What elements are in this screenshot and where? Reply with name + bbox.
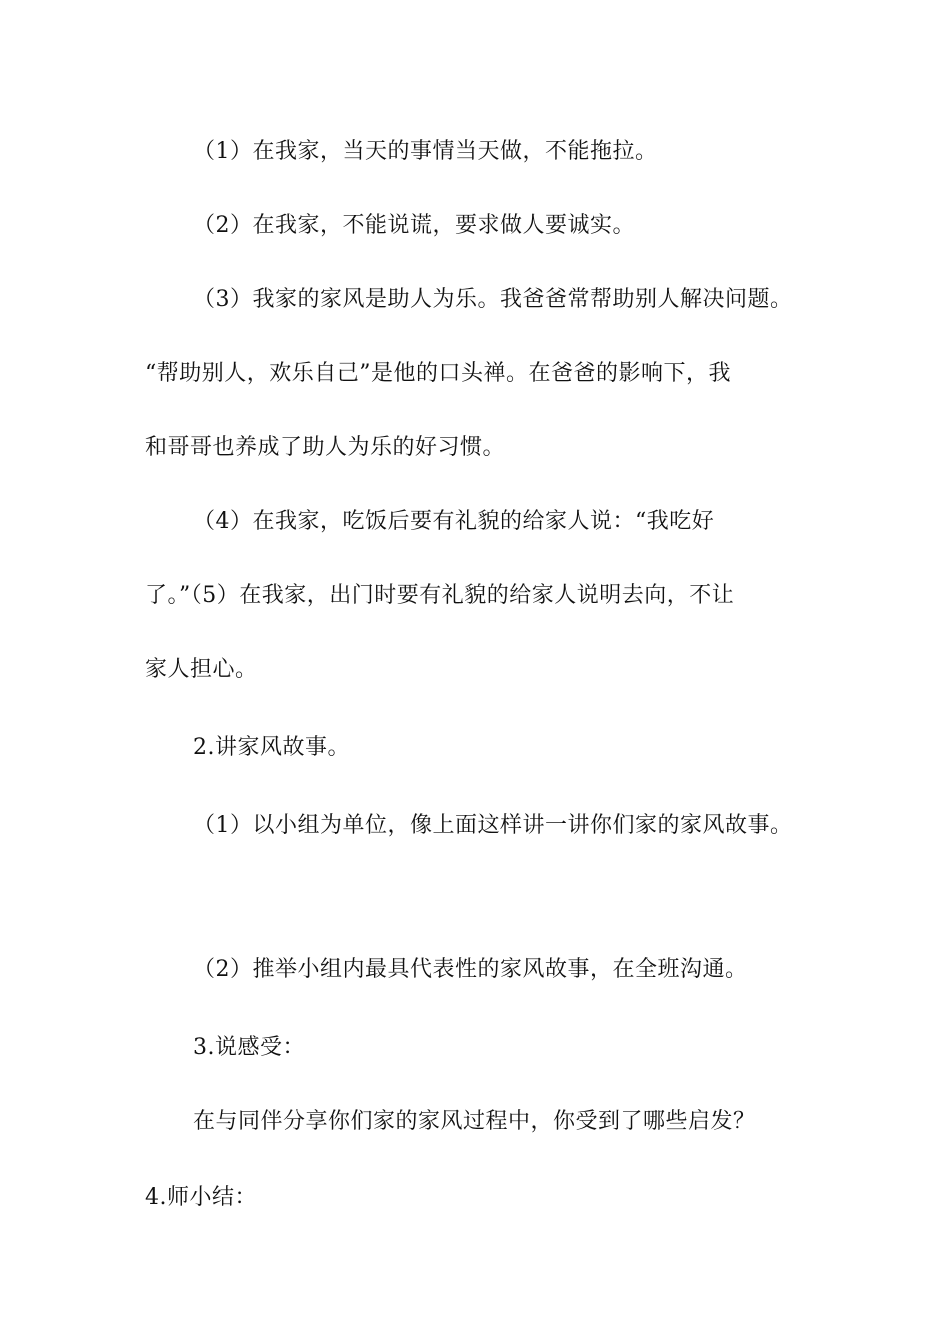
paragraph-line-8: 家人担心。 (145, 657, 258, 682)
paragraph-line-2: （2）在我家，不能说谎，要求做人要诚实。 (193, 213, 635, 238)
paragraph-line-11: 在与同伴分享你们家的家风过程中，你受到了哪些启发？ (193, 1109, 756, 1134)
paragraph-line-7: 了。”（5）在我家，出门时要有礼貌的给家人说明去向，不让 (145, 583, 735, 608)
paragraph-line-3: （3）我家的家风是助人为乐。我爸爸常帮助别人解决问题。 (193, 287, 793, 312)
section-heading-2: 2.讲家风故事。 (193, 735, 350, 760)
paragraph-line-10: （2）推举小组内最具代表性的家风故事，在全班沟通。 (193, 957, 748, 982)
paragraph-line-6: （4）在我家，吃饭后要有礼貌的给家人说：“我吃好 (193, 509, 715, 534)
paragraph-line-5: 和哥哥也养成了助人为乐的好习惯。 (145, 435, 506, 460)
section-heading-3: 3.说感受： (193, 1035, 305, 1060)
paragraph-line-1: （1）在我家，当天的事情当天做，不能拖拉。 (193, 139, 658, 164)
section-heading-4: 4.师小结： (145, 1185, 257, 1210)
paragraph-line-9: （1）以小组为单位，像上面这样讲一讲你们家的家风故事。 (193, 813, 793, 838)
paragraph-line-4: “帮助别人，欢乐自己”是他的口头禅。在爸爸的影响下，我 (145, 361, 731, 386)
